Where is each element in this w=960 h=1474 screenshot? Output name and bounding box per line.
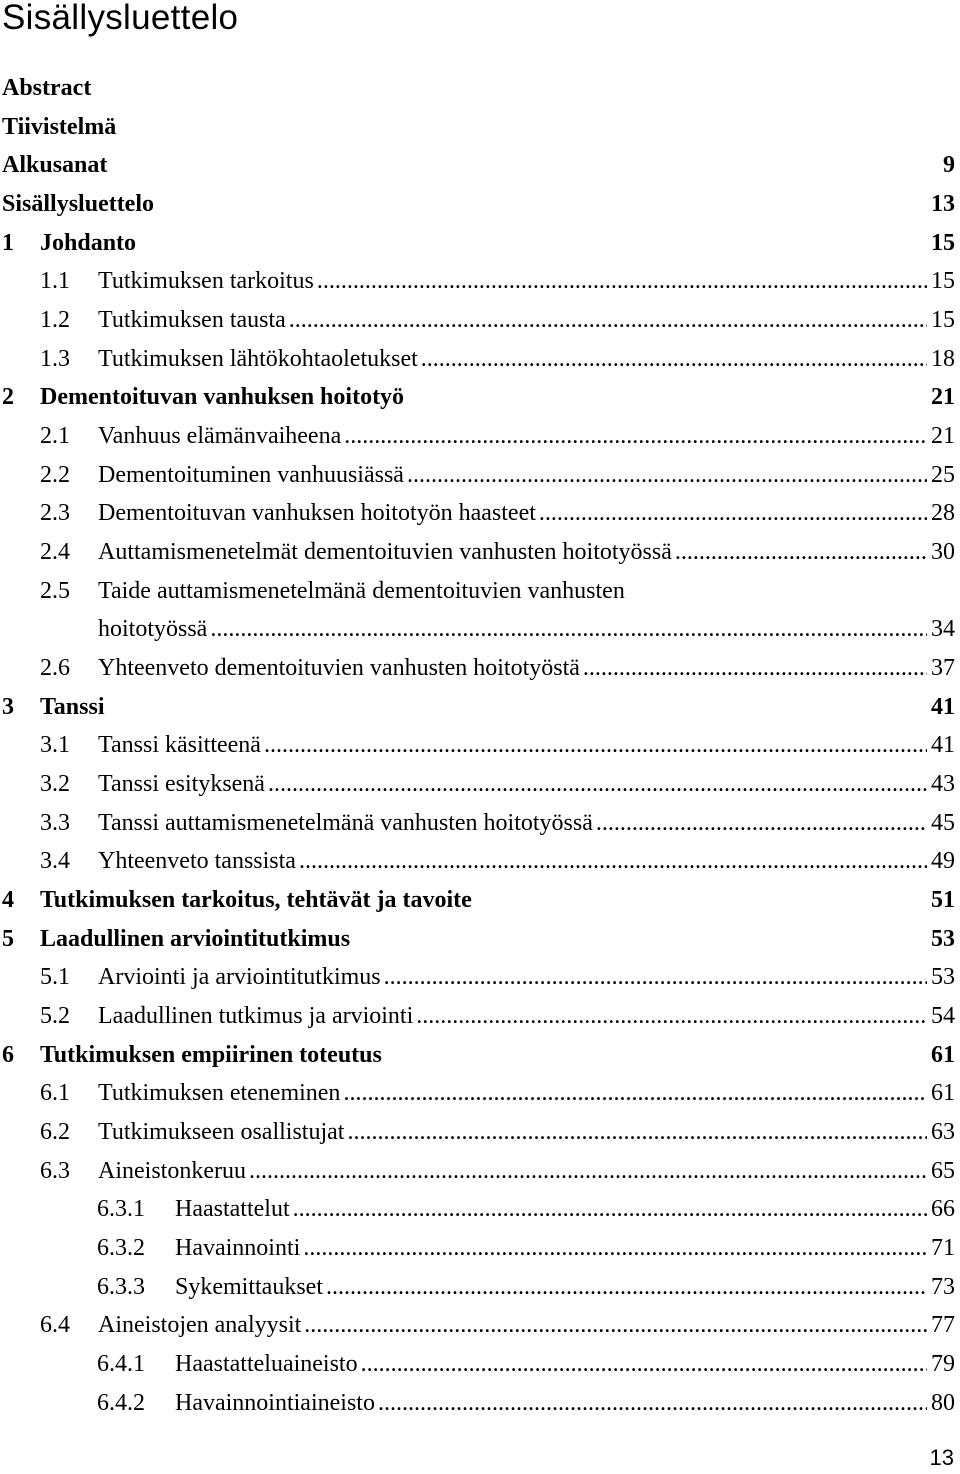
toc-entry-number: 3 — [2, 693, 14, 720]
toc-leader-dots — [675, 533, 927, 572]
toc-entry[interactable] — [0, 146, 960, 185]
toc-entry-title: Laadullinen tutkimus ja arviointi — [98, 1003, 414, 1030]
toc-entry-title: Dementoituminen vanhuusiässä — [98, 461, 404, 488]
toc-entry[interactable] — [0, 262, 960, 301]
toc-entry-number: 5.1 — [40, 964, 70, 991]
toc-entry-title: Tiivistelmä — [2, 113, 117, 140]
toc-entry-number: 6 — [2, 1041, 14, 1068]
toc-leader-dots — [343, 1074, 927, 1113]
toc-entry[interactable] — [0, 765, 960, 804]
toc-entry-page: 18 — [931, 345, 955, 372]
toc-entry-page: 15 — [931, 229, 955, 256]
toc-entry-title: Laadullinen arviointitutkimus — [40, 925, 351, 952]
toc-entry-page: 21 — [931, 423, 955, 450]
toc-entry-page: 61 — [931, 1041, 955, 1068]
toc-leader-dots — [289, 301, 927, 340]
toc-entry-page: 77 — [931, 1312, 955, 1339]
toc-entry-title: Aineistonkeruu — [98, 1157, 246, 1184]
toc-entry-page: 43 — [931, 771, 955, 798]
toc-entry-number: 2.3 — [40, 500, 70, 527]
toc-entry-page: 54 — [931, 1003, 955, 1030]
toc-entry-number: 2.1 — [40, 423, 70, 450]
toc-entry-page: 51 — [931, 887, 955, 914]
toc-entry[interactable] — [0, 726, 960, 765]
toc-leader-dots — [347, 1113, 927, 1152]
toc-entry[interactable] — [0, 456, 960, 495]
toc-entry[interactable] — [0, 610, 960, 649]
toc-entry-number: 2 — [2, 384, 14, 411]
toc-leader-dots — [416, 997, 927, 1036]
toc-entry-page: 80 — [931, 1389, 955, 1416]
toc-entry-number: 2.4 — [40, 539, 70, 566]
toc-entry[interactable] — [0, 1190, 960, 1229]
toc-entry-title: Tanssi auttamismenetelmänä vanhusten hoitotyössä — [98, 809, 593, 836]
toc-entry[interactable] — [0, 881, 960, 920]
toc-entry[interactable] — [0, 417, 960, 456]
toc-entry[interactable] — [0, 997, 960, 1036]
toc-entry-title: Abstract — [2, 75, 92, 101]
toc-entry-number: 3.2 — [40, 771, 70, 798]
toc-entry-number: 2.5 — [40, 577, 70, 604]
toc-entry-number: 1 — [2, 229, 14, 256]
toc-entry-number: 5.2 — [40, 1003, 70, 1030]
toc-entry-number: 1.1 — [40, 268, 70, 295]
toc-entry-page: 37 — [931, 655, 955, 682]
toc-entry-title: Yhteenveto tanssista — [98, 848, 296, 875]
toc-entry-page: 53 — [931, 925, 955, 952]
toc-entry-title: Tutkimuksen tarkoitus — [98, 268, 314, 295]
toc-entry-title: Aineistojen analyysit — [98, 1312, 302, 1339]
toc-entry[interactable] — [0, 1384, 960, 1423]
toc-entry-title: Tutkimuksen tarkoitus, tehtävät ja tavoite — [40, 887, 472, 914]
toc-entry-title: Johdanto — [40, 229, 137, 256]
toc-entry-title: Arviointi ja arviointitutkimus — [98, 964, 381, 991]
toc-entry-page: 73 — [931, 1273, 955, 1300]
toc-entry-page: 34 — [931, 616, 955, 643]
toc-entry-page: 65 — [931, 1157, 955, 1184]
toc-entry-title: Tanssi — [40, 693, 105, 720]
toc-entry-number: 1.2 — [40, 307, 70, 334]
toc-entry-title: Sykemittaukset — [175, 1273, 323, 1300]
toc-leader-dots — [210, 610, 927, 649]
toc-entry-page: 15 — [931, 268, 955, 295]
toc-entry-page: 28 — [931, 500, 955, 527]
toc-leader-dots — [407, 456, 927, 495]
toc-leader-dots — [378, 1384, 927, 1423]
toc-leader-dots — [299, 842, 927, 881]
toc-entry-title: Tutkimuksen empiirinen toteutus — [40, 1041, 382, 1068]
toc-entry-page: 21 — [931, 384, 955, 411]
toc-entry-page: 30 — [931, 539, 955, 566]
toc-entry[interactable] — [0, 1268, 960, 1307]
toc-entry-title: Haastatteluaineisto — [175, 1351, 358, 1378]
toc-entry-title: hoitotyössä — [98, 616, 208, 643]
toc-entry-title: Tanssi esityksenä — [98, 771, 265, 798]
toc-entry-title: Auttamismenetelmät dementoituvien vanhusten hoitotyössä — [98, 539, 672, 566]
toc-entry[interactable] — [0, 1036, 960, 1075]
toc-entry[interactable] — [0, 340, 960, 379]
toc-entry[interactable] — [0, 533, 960, 572]
toc-entry-page: 41 — [931, 732, 955, 759]
toc-entry-number: 6.4.1 — [97, 1351, 145, 1378]
toc-entry-page: 13 — [931, 191, 955, 217]
toc-entry-page: 45 — [931, 809, 955, 836]
toc-leader-dots — [421, 340, 927, 379]
toc-entry-number: 6.3 — [40, 1157, 70, 1184]
toc-entry-number: 2.6 — [40, 655, 70, 682]
toc-entry-number: 6.1 — [40, 1080, 70, 1107]
toc-entry[interactable] — [0, 1345, 960, 1384]
toc-leader-dots — [303, 1229, 927, 1268]
toc-leader-dots — [326, 1268, 927, 1307]
toc-entry[interactable] — [0, 108, 960, 147]
toc-leader-dots — [264, 726, 927, 765]
toc-entry[interactable] — [0, 958, 960, 997]
toc-entry[interactable] — [0, 920, 960, 959]
toc-entry-title: Tutkimuksen tausta — [98, 307, 286, 334]
toc-entry[interactable] — [0, 69, 960, 108]
toc-entry-title: Havainnointiaineisto — [175, 1389, 375, 1416]
toc-entry-title: Dementoituvan vanhuksen hoitotyön haasteet — [98, 500, 536, 527]
toc-entry-title: Dementoituvan vanhuksen hoitotyö — [40, 384, 405, 411]
toc-leader-dots — [344, 417, 927, 456]
toc-entry-page: 9 — [943, 152, 955, 179]
toc-leader-dots — [583, 649, 927, 688]
toc-entry-number: 1.3 — [40, 345, 70, 372]
toc-entry-page: 53 — [931, 964, 955, 991]
toc-entry-number: 2.2 — [40, 461, 70, 488]
toc-entry-page: 25 — [931, 461, 955, 488]
toc-leader-dots — [596, 804, 927, 843]
toc-entry-number: 6.3.1 — [97, 1196, 145, 1223]
toc-entry-number: 3.4 — [40, 848, 70, 875]
toc-entry[interactable] — [0, 1152, 960, 1191]
toc-entry-number: 6.4.2 — [97, 1389, 145, 1416]
toc-entry[interactable] — [0, 1113, 960, 1152]
toc-entry-title: Taide auttamismenetelmänä dementoituvien vanhusten — [98, 577, 625, 604]
toc-entry[interactable] — [0, 649, 960, 688]
toc-entry[interactable] — [0, 1306, 960, 1345]
toc-entry[interactable] — [0, 224, 960, 263]
toc-leader-dots — [317, 262, 927, 301]
toc-entry[interactable] — [0, 1229, 960, 1268]
page-title: Sisällysluettelo — [2, 0, 239, 37]
toc-entry-page: 79 — [931, 1351, 955, 1378]
toc-entry[interactable] — [0, 842, 960, 881]
footer-page-number: 13 — [929, 1445, 954, 1470]
toc-entry-number: 3.1 — [40, 732, 70, 759]
toc-entry-page: 66 — [931, 1196, 955, 1223]
toc-leader-dots — [539, 494, 927, 533]
toc-entry-number: 6.3.2 — [97, 1235, 145, 1262]
toc-entry[interactable] — [0, 688, 960, 727]
toc-leader-dots — [384, 958, 927, 997]
toc-entry-title: Vanhuus elämänvaiheena — [98, 423, 342, 450]
toc-entry-title: Tutkimuksen lähtökohtaoletukset — [98, 345, 418, 372]
toc-leader-dots — [293, 1190, 927, 1229]
toc-entry[interactable] — [0, 804, 960, 843]
toc-entry[interactable] — [0, 572, 960, 611]
toc-entry-title: Tutkimukseen osallistujat — [98, 1119, 345, 1146]
toc-entry-number: 6.4 — [40, 1312, 70, 1339]
toc-entry-title: Haastattelut — [175, 1196, 290, 1223]
toc-leader-dots — [268, 765, 927, 804]
toc-entry-page: 71 — [931, 1235, 955, 1262]
toc-entry-title: Tutkimuksen eteneminen — [98, 1080, 341, 1107]
toc-entry-number: 5 — [2, 925, 14, 952]
toc-leader-dots — [249, 1152, 927, 1191]
toc-entry-page: 63 — [931, 1119, 955, 1146]
toc-entry-title: Tanssi käsitteenä — [98, 732, 261, 759]
toc-entry-title: Havainnointi — [175, 1235, 301, 1262]
toc-entry-number: 4 — [2, 887, 14, 914]
toc-entry-title: Alkusanat — [2, 152, 108, 179]
toc-entry-title: Yhteenveto dementoituvien vanhusten hoitotyöstä — [98, 655, 580, 682]
toc-leader-dots — [304, 1306, 927, 1345]
toc-entry[interactable] — [0, 378, 960, 417]
toc-entry[interactable] — [0, 1074, 960, 1113]
toc-leader-dots — [361, 1345, 927, 1384]
toc-entry[interactable] — [0, 301, 960, 340]
toc-entry-number: 3.3 — [40, 809, 70, 836]
toc-entry-page: 41 — [931, 693, 955, 720]
toc-entry-page: 15 — [931, 307, 955, 334]
toc-entry-number: 6.3.3 — [97, 1273, 145, 1300]
toc-entry[interactable] — [0, 494, 960, 533]
toc-entry-title: Sisällysluettelo — [2, 191, 155, 217]
toc-entry-page: 49 — [931, 848, 955, 875]
toc-entry-number: 6.2 — [40, 1119, 70, 1146]
toc-entry[interactable] — [0, 185, 960, 224]
toc-entry-page: 61 — [931, 1080, 955, 1107]
